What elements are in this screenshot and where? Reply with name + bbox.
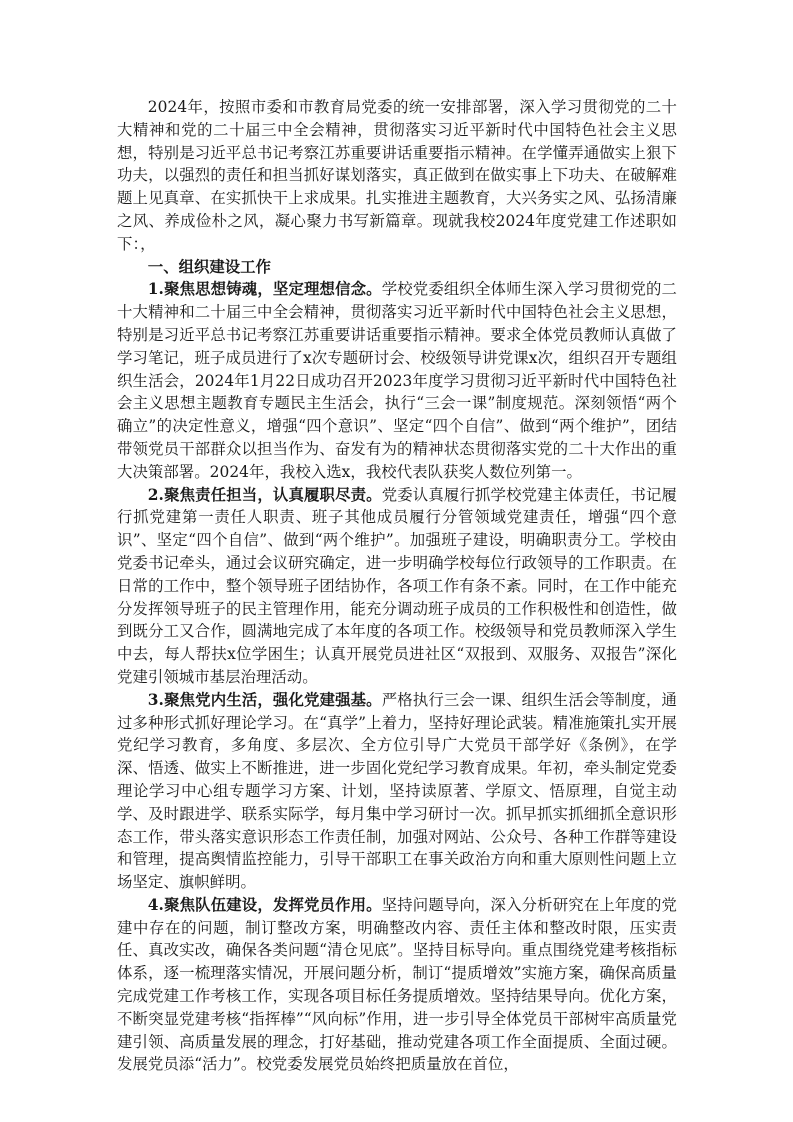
paragraph-item-1 bbox=[117, 278, 677, 483]
paragraph-body: 学校党委组织全体师生深入学习贯彻党的二十大精神和二十届三中全会精神，贯彻落实习近平新时代中国特色社会主义思想，特别是习近平总书记考察江苏重要讲话重要指示精神。要求全体党员教师认真做了学习笔记，班子成员进行了x次专题研讨会、校级领导讲党课x次，组织召开专题组织生活会，2024年1月22日成功召开2023年度学习贯彻习近平新时代中国特色社会主义思想主题教育专题民主生活会，执行“三会一课”制度规范。深刻领悟“两个确立”的决定性意义，增强“四个意识”、坚定“四个自信”、做到“两个维护”，团结带领党员干部群众以担当作为、奋发有为的精神状态贯彻落实党的二十大作出的重大决策部署。2024年，我校入选x，我校代表队获奖人数位列第一。 bbox=[117, 280, 677, 481]
paragraph-body: 坚持问题导向，深入分析研究在上年度的党建中存在的问题，制订整改方案，明确整改内容、责任主体和整改时限，压实责任、真改实改，确保各类问题“清仓见底”。坚持目标导向。重点围绕党建考核指标体系，逐一梳理落实情况，开展问题分析，制订“提质增效”实施方案，确保高质量完成党建工作考核工作，实现各项目标任务提质增效。坚持结果导向。优化方案，不断突显党建考核“指挥棒”“风向标”作用，进一步引导全体党员干部树牢高质量党建引领、高质量发展的理念，打好基础，推动党建各项工作全面提质、全面过硬。发展党员添“活力”。校党委发展党员始终把质量放在首位， bbox=[117, 895, 677, 1074]
paragraph-item-4 bbox=[117, 894, 677, 1076]
paragraph-lead: 4.聚焦队伍建设，发挥党员作用。 bbox=[147, 895, 382, 914]
section-heading: 一、组织建设工作 bbox=[147, 257, 271, 276]
paragraph-item-2 bbox=[117, 484, 677, 689]
paragraph-lead: 3.聚焦党内生活，强化党建强基。 bbox=[147, 690, 382, 709]
paragraph-body: 党委认真履行抓学校党建主体责任，书记履行抓党建第一责任人职责、班子其他成员履行分管领域党建责任，增强“四个意识”、坚定“四个自信”、做到“两个维护”。加强班子建设，明确职责分工。学校由党委书记牵头，通过会议研究确定，进一步明确学校每位行政领导的工作职责。在日常的工作中，整个领导班子团结协作，各项工作有条不紊。同时，在工作中能充分发挥领导班子的民主管理作用，能充分调动班子成员的工作积极性和创造性，做到既分工又合作，圆满地完成了本年度的各项工作。校级领导和党员教师深入学生中去，每人帮扶x位学困生；认真开展党员进社区“双报到、双服务、双报告”深化党建引领城市基层治理活动。 bbox=[117, 485, 677, 686]
document-page bbox=[117, 96, 677, 1076]
paragraph-lead: 1.聚焦思想铸魂，坚定理想信念。 bbox=[147, 280, 382, 299]
paragraph-item-3 bbox=[117, 689, 677, 894]
paragraph-body: 严格执行三会一课、组织生活会等制度，通过多种形式抓好理论学习。在“真学”上着力，坚持好理论武装。精准施策扎实开展党纪学习教育，多角度、多层次、全方位引导广大党员干部学好《条例》，在学深、悟透、做实上不断推进，进一步固化党纪学习教育成果。年初，牵头制定党委理论学习中心组专题学习方案、计划，坚持读原著、学原文、悟原理，自觉主动学、及时跟进学、联系实际学，每月集中学习研讨一次。抓早抓实抓细抓全意识形态工作，带头落实意识形态工作责任制，加强对网站、公众号、各种工作群等建设和管理，提高舆情监控能力，引导干部职工在事关政治方向和重大原则性问题上立场坚定、旗帜鲜明。 bbox=[117, 690, 677, 892]
paragraph-lead: 2.聚焦责任担当，认真履职尽责。 bbox=[147, 485, 382, 504]
intro-paragraph: 2024年，按照市委和市教育局党委的统一安排部署，深入学习贯彻党的二十大精神和党的二十届三中全会精神，贯彻落实习近平新时代中国特色社会主义思想，特别是习近平总书记考察江苏重要讲话重要指示精神。在学懂弄通做实上狠下功夫，以强烈的责任和担当抓好谋划落实，真正做到在做实事上下功夫、在破解难题上见真章、在实抓快干上求成果。扎实推进主题教育，大兴务实之风、弘扬清廉之风、养成俭朴之风，凝心聚力书写新篇章。现就我校2024年度党建工作述职如下：， bbox=[117, 98, 677, 253]
